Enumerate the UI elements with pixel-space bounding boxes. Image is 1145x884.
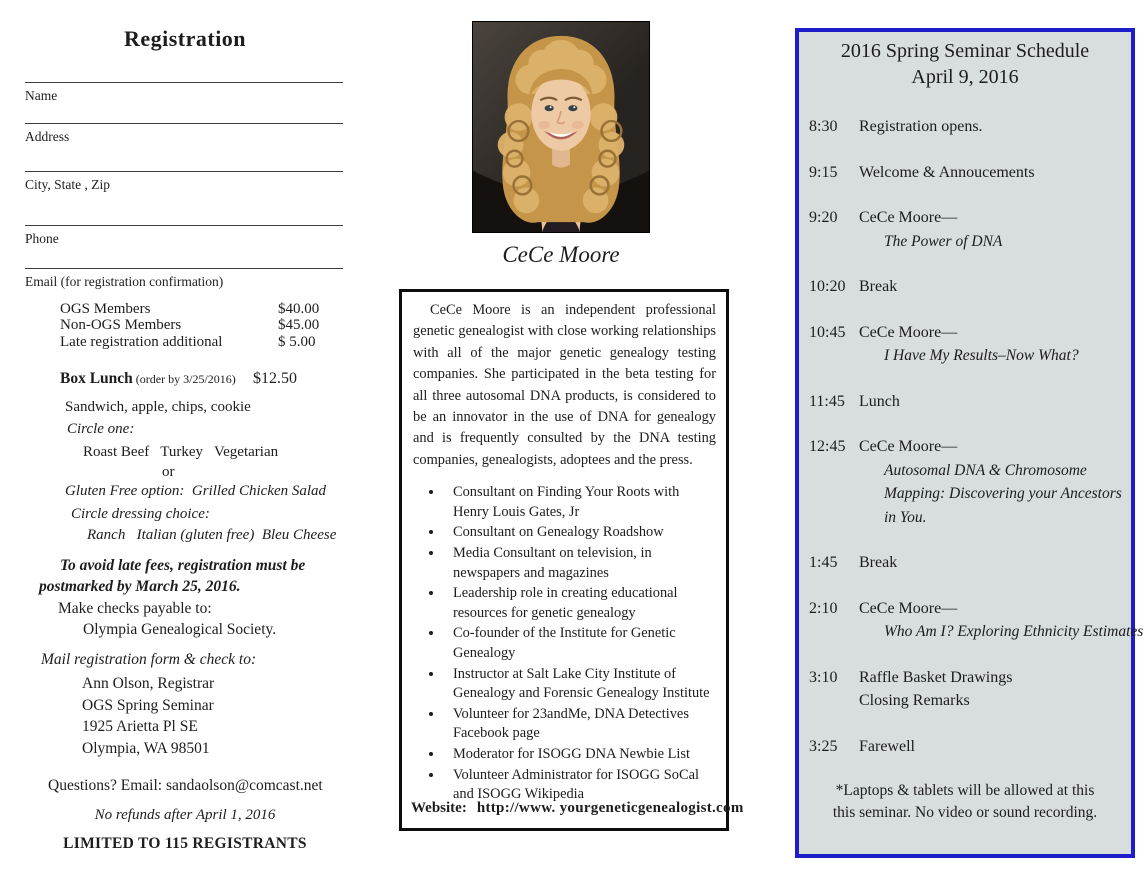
schedule-description — [859, 666, 1131, 713]
schedule-time: 8:30 — [809, 118, 838, 135]
form-field-phone — [25, 225, 343, 268]
schedule-description — [859, 161, 1131, 185]
dressing-options: Ranch Italian (gluten free) Bleu Cheese — [87, 527, 337, 543]
session-title: in You. — [884, 508, 927, 526]
schedule-text: Break — [859, 554, 898, 571]
form-field-label: Name — [25, 88, 58, 103]
fee-label: Late registration additional — [60, 333, 223, 350]
fee-amount: $ 5.00 — [278, 333, 316, 350]
circle-one-label: Circle one: — [67, 421, 135, 437]
schedule-item — [809, 666, 1131, 713]
schedule-text: Closing Remarks — [859, 692, 970, 709]
session-title: I Have My Results–Now What? — [884, 347, 1079, 364]
fee-row — [60, 334, 319, 350]
schedule-description — [859, 321, 1131, 368]
mail-address-line: OGS Spring Seminar — [82, 696, 214, 714]
schedule-footnote-line1: *Laptops & tablets will be allowed at this — [835, 782, 1095, 799]
schedule-title-line2: April 9, 2016 — [911, 66, 1019, 88]
fee-label: Non-OGS Members — [60, 317, 182, 334]
session-title: Mapping: Discovering your Ancestors — [884, 485, 1122, 502]
form-field-label: City, State , Zip — [25, 177, 110, 192]
schedule-time: 2:10 — [809, 599, 838, 617]
mail-address-line: Olympia, WA 98501 — [82, 739, 210, 757]
website-line — [411, 800, 744, 817]
schedule-time: 3:10 — [809, 668, 838, 686]
mail-to-label: Mail registration form & check to: — [41, 651, 257, 668]
schedule-item — [809, 435, 1131, 529]
schedule-description — [859, 435, 1131, 529]
mail-address-line: Ann Olson, Registrar — [82, 675, 215, 692]
registrant-limit-note: LIMITED TO 115 REGISTRANTS — [63, 835, 307, 852]
form-field-label: Email (for registration confirmation) — [25, 274, 224, 289]
schedule-item — [809, 551, 1131, 575]
schedule-description — [859, 115, 1131, 139]
credential-bullet: • Co-founder of the Institute for Genetic Genealogy — [444, 624, 714, 663]
credential-bullet: • Volunteer Administrator for ISOGG SoCal and ISOGG Wikipedia — [444, 766, 714, 805]
box-lunch-row — [60, 370, 297, 388]
registration-title: Registration — [123, 26, 247, 51]
schedule-text: CeCe Moore— — [859, 599, 958, 617]
checks-payable-label: Make checks payable to: — [58, 600, 212, 617]
schedule-description — [859, 735, 1131, 759]
schedule-footnote-line2: this seminar. No video or sound recording. — [832, 804, 1098, 821]
late-fee-notice-line2: postmarked by March 25, 2016. — [39, 578, 241, 595]
schedule-time: 12:45 — [809, 438, 846, 455]
fee-amount: $40.00 — [278, 301, 320, 317]
fee-table — [60, 301, 319, 350]
fee-row — [60, 301, 319, 317]
fee-amount: $45.00 — [278, 317, 320, 334]
schedule-description — [859, 551, 1131, 575]
or-label: or — [162, 464, 175, 480]
late-fee-notice-line1: To avoid late fees, registration must be — [60, 557, 306, 574]
credential-bullet: • Media Consultant on television, in newspapers and magazines — [444, 544, 714, 583]
schedule-time: 1:45 — [809, 554, 838, 571]
schedule-time: 10:45 — [809, 323, 846, 341]
session-title: Autosomal DNA & Chromosome — [884, 461, 1087, 479]
schedule-title — [799, 38, 1131, 90]
credential-bullet: • Instructor at Salt Lake City Institute of Genealogy and Forensic Genealogy Institute — [444, 665, 714, 704]
registration-fields — [25, 82, 343, 290]
speaker-photo-caption: CeCe Moore — [502, 242, 620, 267]
schedule-text: Raffle Basket Drawings — [859, 668, 1013, 686]
form-field-name — [25, 82, 343, 123]
schedule-description — [859, 597, 1143, 644]
schedule-text: Lunch — [859, 392, 900, 410]
fee-row — [60, 317, 319, 333]
schedule-panel — [795, 28, 1144, 858]
credential-bullet: • Volunteer for 23andMe, DNA Detectives Facebook page — [444, 705, 714, 744]
schedule-item — [809, 390, 1131, 414]
website-label: Website: — [411, 800, 467, 816]
sandwich-options: Roast Beef Turkey Vegetarian — [83, 444, 279, 460]
lunch-contents: Sandwich, apple, chips, cookie — [65, 399, 251, 415]
schedule-text: CeCe Moore— — [859, 209, 958, 226]
speaker-bio-paragraph: CeCe Moore is an independent professional genetic genealogist with close working relationships with all of the major genetic genealogy testing companies. She participated in the beta testing for all three autosomal DNA products, is considered to be an innovator in the use of DNA for genealogy and is frequently consulted by the DNA testing companies, genealogists, adoptees and the press. — [413, 302, 716, 468]
gluten-free-option: Gluten Free option: Grilled Chicken Salad — [65, 483, 327, 499]
schedule-time: 11:45 — [809, 392, 845, 410]
schedule-text: Welcome & Annoucements — [859, 163, 1035, 181]
form-field-label: Address — [25, 129, 70, 144]
schedule-items — [809, 115, 1144, 758]
credential-bullet: • Consultant on Genealogy Roadshow — [444, 523, 714, 543]
schedule-time: 9:20 — [809, 209, 838, 226]
schedule-time: 10:20 — [809, 278, 846, 295]
mail-address-line: 1925 Arietta Pl SE — [82, 718, 198, 736]
form-field-email — [25, 268, 343, 290]
schedule-text: CeCe Moore— — [859, 438, 958, 455]
schedule-description — [859, 390, 1131, 414]
schedule-description — [859, 275, 1131, 299]
dressing-choice-label: Circle dressing choice: — [71, 506, 210, 522]
schedule-item — [809, 115, 1131, 139]
box-lunch-price: $12.50 — [253, 370, 297, 387]
credential-bullet: • Leadership role in creating educational resources for genetic genealogy — [444, 584, 714, 623]
box-lunch-label — [60, 370, 253, 388]
schedule-text: CeCe Moore— — [859, 323, 958, 341]
no-refunds-note: No refunds after April 1, 2016 — [94, 807, 276, 823]
form-field-city-state-zip — [25, 171, 343, 225]
schedule-time: 9:15 — [809, 163, 838, 181]
schedule-item — [809, 275, 1131, 299]
speaker-portrait-illustration — [473, 22, 649, 232]
schedule-item — [809, 161, 1131, 185]
schedule-item — [809, 735, 1131, 759]
schedule-title-line1: 2016 Spring Seminar Schedule — [840, 40, 1090, 62]
credential-bullet: • Consultant on Finding Your Roots with Henry Louis Gates, Jr — [444, 483, 714, 522]
form-field-address — [25, 123, 343, 171]
speaker-credentials-list — [402, 483, 714, 805]
schedule-item — [809, 206, 1131, 253]
schedule-description — [859, 206, 1131, 253]
schedule-time: 3:25 — [809, 737, 838, 755]
credential-bullet: • Moderator for ISOGG DNA Newbie List — [444, 745, 714, 765]
mail-address-block — [82, 673, 214, 759]
schedule-text: Registration opens. — [859, 118, 983, 135]
speaker-bio-box — [399, 289, 744, 831]
schedule-text: Break — [859, 278, 898, 295]
schedule-footnote — [799, 780, 1131, 824]
speaker-photo — [472, 21, 650, 233]
session-title: The Power of DNA — [884, 232, 1003, 250]
fee-label: OGS Members — [60, 301, 151, 317]
checks-payee: Olympia Genealogical Society. — [83, 621, 277, 638]
website-url: http://www. yourgeneticgenealogist.com — [476, 800, 744, 816]
schedule-text: Farewell — [859, 737, 915, 755]
schedule-item — [809, 321, 1131, 368]
box-lunch-order-note: (order by 3/25/2016) — [132, 372, 236, 386]
questions-email-line: Questions? Email: sandaolson@comcast.net — [48, 777, 323, 794]
form-field-label: Phone — [25, 231, 59, 246]
session-title: Who Am I? Exploring Ethnicity Estimates — [884, 623, 1144, 640]
schedule-item — [809, 597, 1144, 644]
registration-panel — [25, 0, 345, 884]
box-lunch-name: Box Lunch — [60, 370, 133, 387]
